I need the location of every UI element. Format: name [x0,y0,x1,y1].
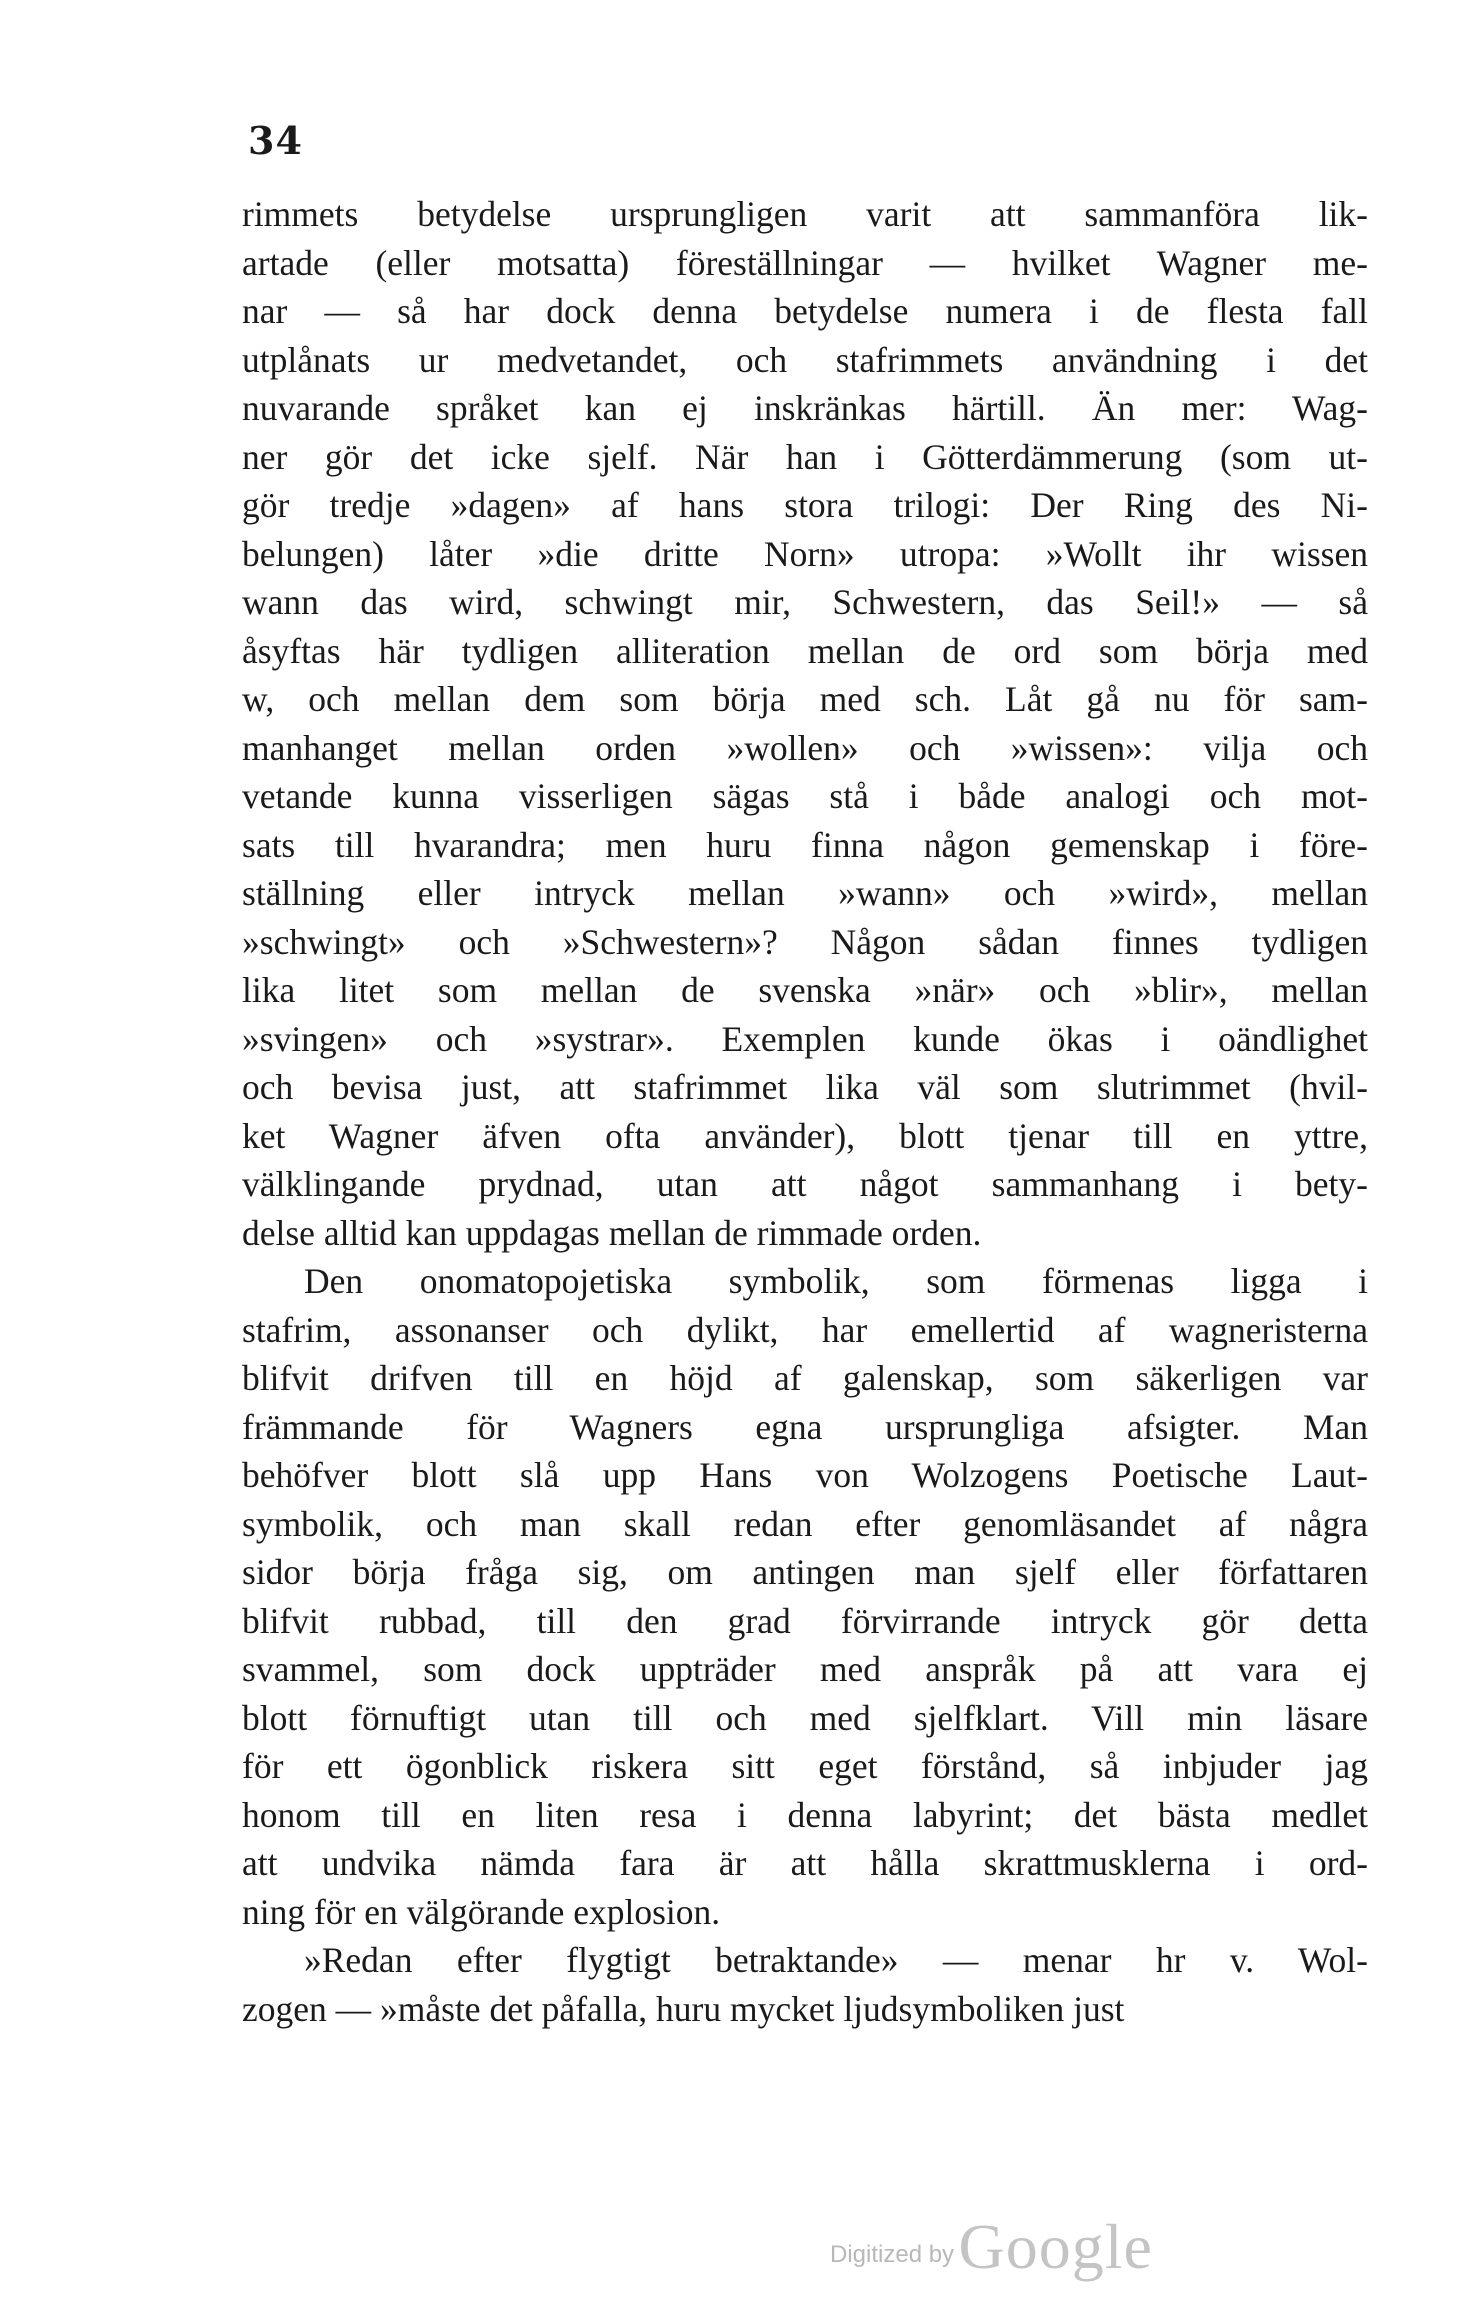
text-line: och bevisa just, att stafrimmet lika väl som slutrimmet (hvil- [242,1067,1368,1107]
text-line: utplånats ur medvetandet, och stafrimmets användning i det [242,339,1368,380]
text-line: »schwingt» och »Schwestern»? Någon sådan finnes tydligen [242,921,1368,962]
page-number: 34 [248,118,303,163]
text-line: blott förnuftigt utan till och med sjelfklart. Vill min läsare [242,1697,1368,1738]
text-line: blifvit rubbad, till den grad förvirrande intryck gör detta [242,1600,1368,1641]
text-line: sats till hvarandra; men huru finna någon gemenskap i före- [242,824,1368,865]
text-line: behöfver blott slå upp Hans von Wolzogens Poetische Laut- [242,1455,1368,1495]
text-line: ner gör det icke sjelf. När han i Götterdämmerung (som ut- [242,436,1368,477]
text-line: ket Wagner äfven ofta använder), blott tjenar till en yttre, [242,1115,1368,1156]
text-line: manhanget mellan orden »wollen» och »wissen»: vilja och [242,727,1368,768]
text-line: delse alltid kan uppdagas mellan de rimmade orden. [242,1212,982,1253]
text-line: ställning eller intryck mellan »wann» och »wird», mellan [242,873,1368,913]
text-line: »svingen» och »systrar». Exemplen kunde ökas i oändlighet [242,1018,1368,1059]
text-line: rimmets betydelse ursprungligen varit att sammanföra lik- [242,194,1368,234]
text-line: nuvarande språket kan ej inskränkas härtill. Än mer: Wag- [242,388,1368,428]
text-line: »Redan efter flygtigt betraktande» — menar hr v. Wol- [304,1940,1368,1980]
text-line: att undvika nämda fara är att hålla skrattmusklerna i ord- [242,1843,1368,1883]
text-line: främmande för Wagners egna ursprungliga afsigter. Man [242,1406,1368,1447]
text-line: gör tredje »dagen» af hans stora trilogi: Der Ring des Ni- [242,485,1368,525]
text-line: svammel, som dock uppträder med anspråk på att vara ej [242,1649,1368,1689]
text-line: nar — så har dock denna betydelse numera i de flesta fall [242,291,1368,331]
text-line: wann das wird, schwingt mir, Schwestern, das Seil!» — så [242,582,1368,622]
text-line: Den onomatopojetiska symbolik, som förmenas ligga i [304,1261,1368,1301]
text-line: honom till en liten resa i denna labyrint; det bästa medlet [242,1794,1368,1835]
text-line: åsyftas här tydligen alliteration mellan de ord som börja med [242,630,1368,671]
watermark-prefix: Digitized by [830,2241,955,2268]
body-text [242,190,1368,2033]
text-line: artade (eller motsatta) föreställningar — hvilket Wagner me- [242,242,1368,283]
text-line: lika litet som mellan de svenska »när» och »blir», mellan [242,970,1368,1010]
text-line: symbolik, och man skall redan efter genomläsandet af några [242,1503,1368,1544]
text-line: belungen) låter »die dritte Norn» utropa: »Wollt ihr wissen [242,533,1368,574]
text-line: blifvit drifven till en höjd af galenskap, som säkerligen var [242,1358,1368,1398]
text-line: ning för en välgörande explosion. [242,1891,721,1932]
digitized-by-google-watermark [830,2210,1153,2284]
google-logo: Google [958,2211,1153,2282]
text-line: välklingande prydnad, utan att något sammanhang i bety- [242,1164,1368,1204]
text-line: zogen — »måste det påfalla, huru mycket ljudsymboliken just [242,1988,1125,2029]
text-line: vetande kunna visserligen sägas stå i både analogi och mot- [242,776,1368,816]
text-line: för ett ögonblick riskera sitt eget förstånd, så inbjuder jag [242,1746,1368,1786]
text-line: w, och mellan dem som börja med sch. Låt gå nu för sam- [242,679,1368,719]
text-line: sidor börja fråga sig, om antingen man sjelf eller författaren [242,1552,1368,1592]
text-line: stafrim, assonanser och dylikt, har emellertid af wagneristerna [242,1309,1368,1350]
